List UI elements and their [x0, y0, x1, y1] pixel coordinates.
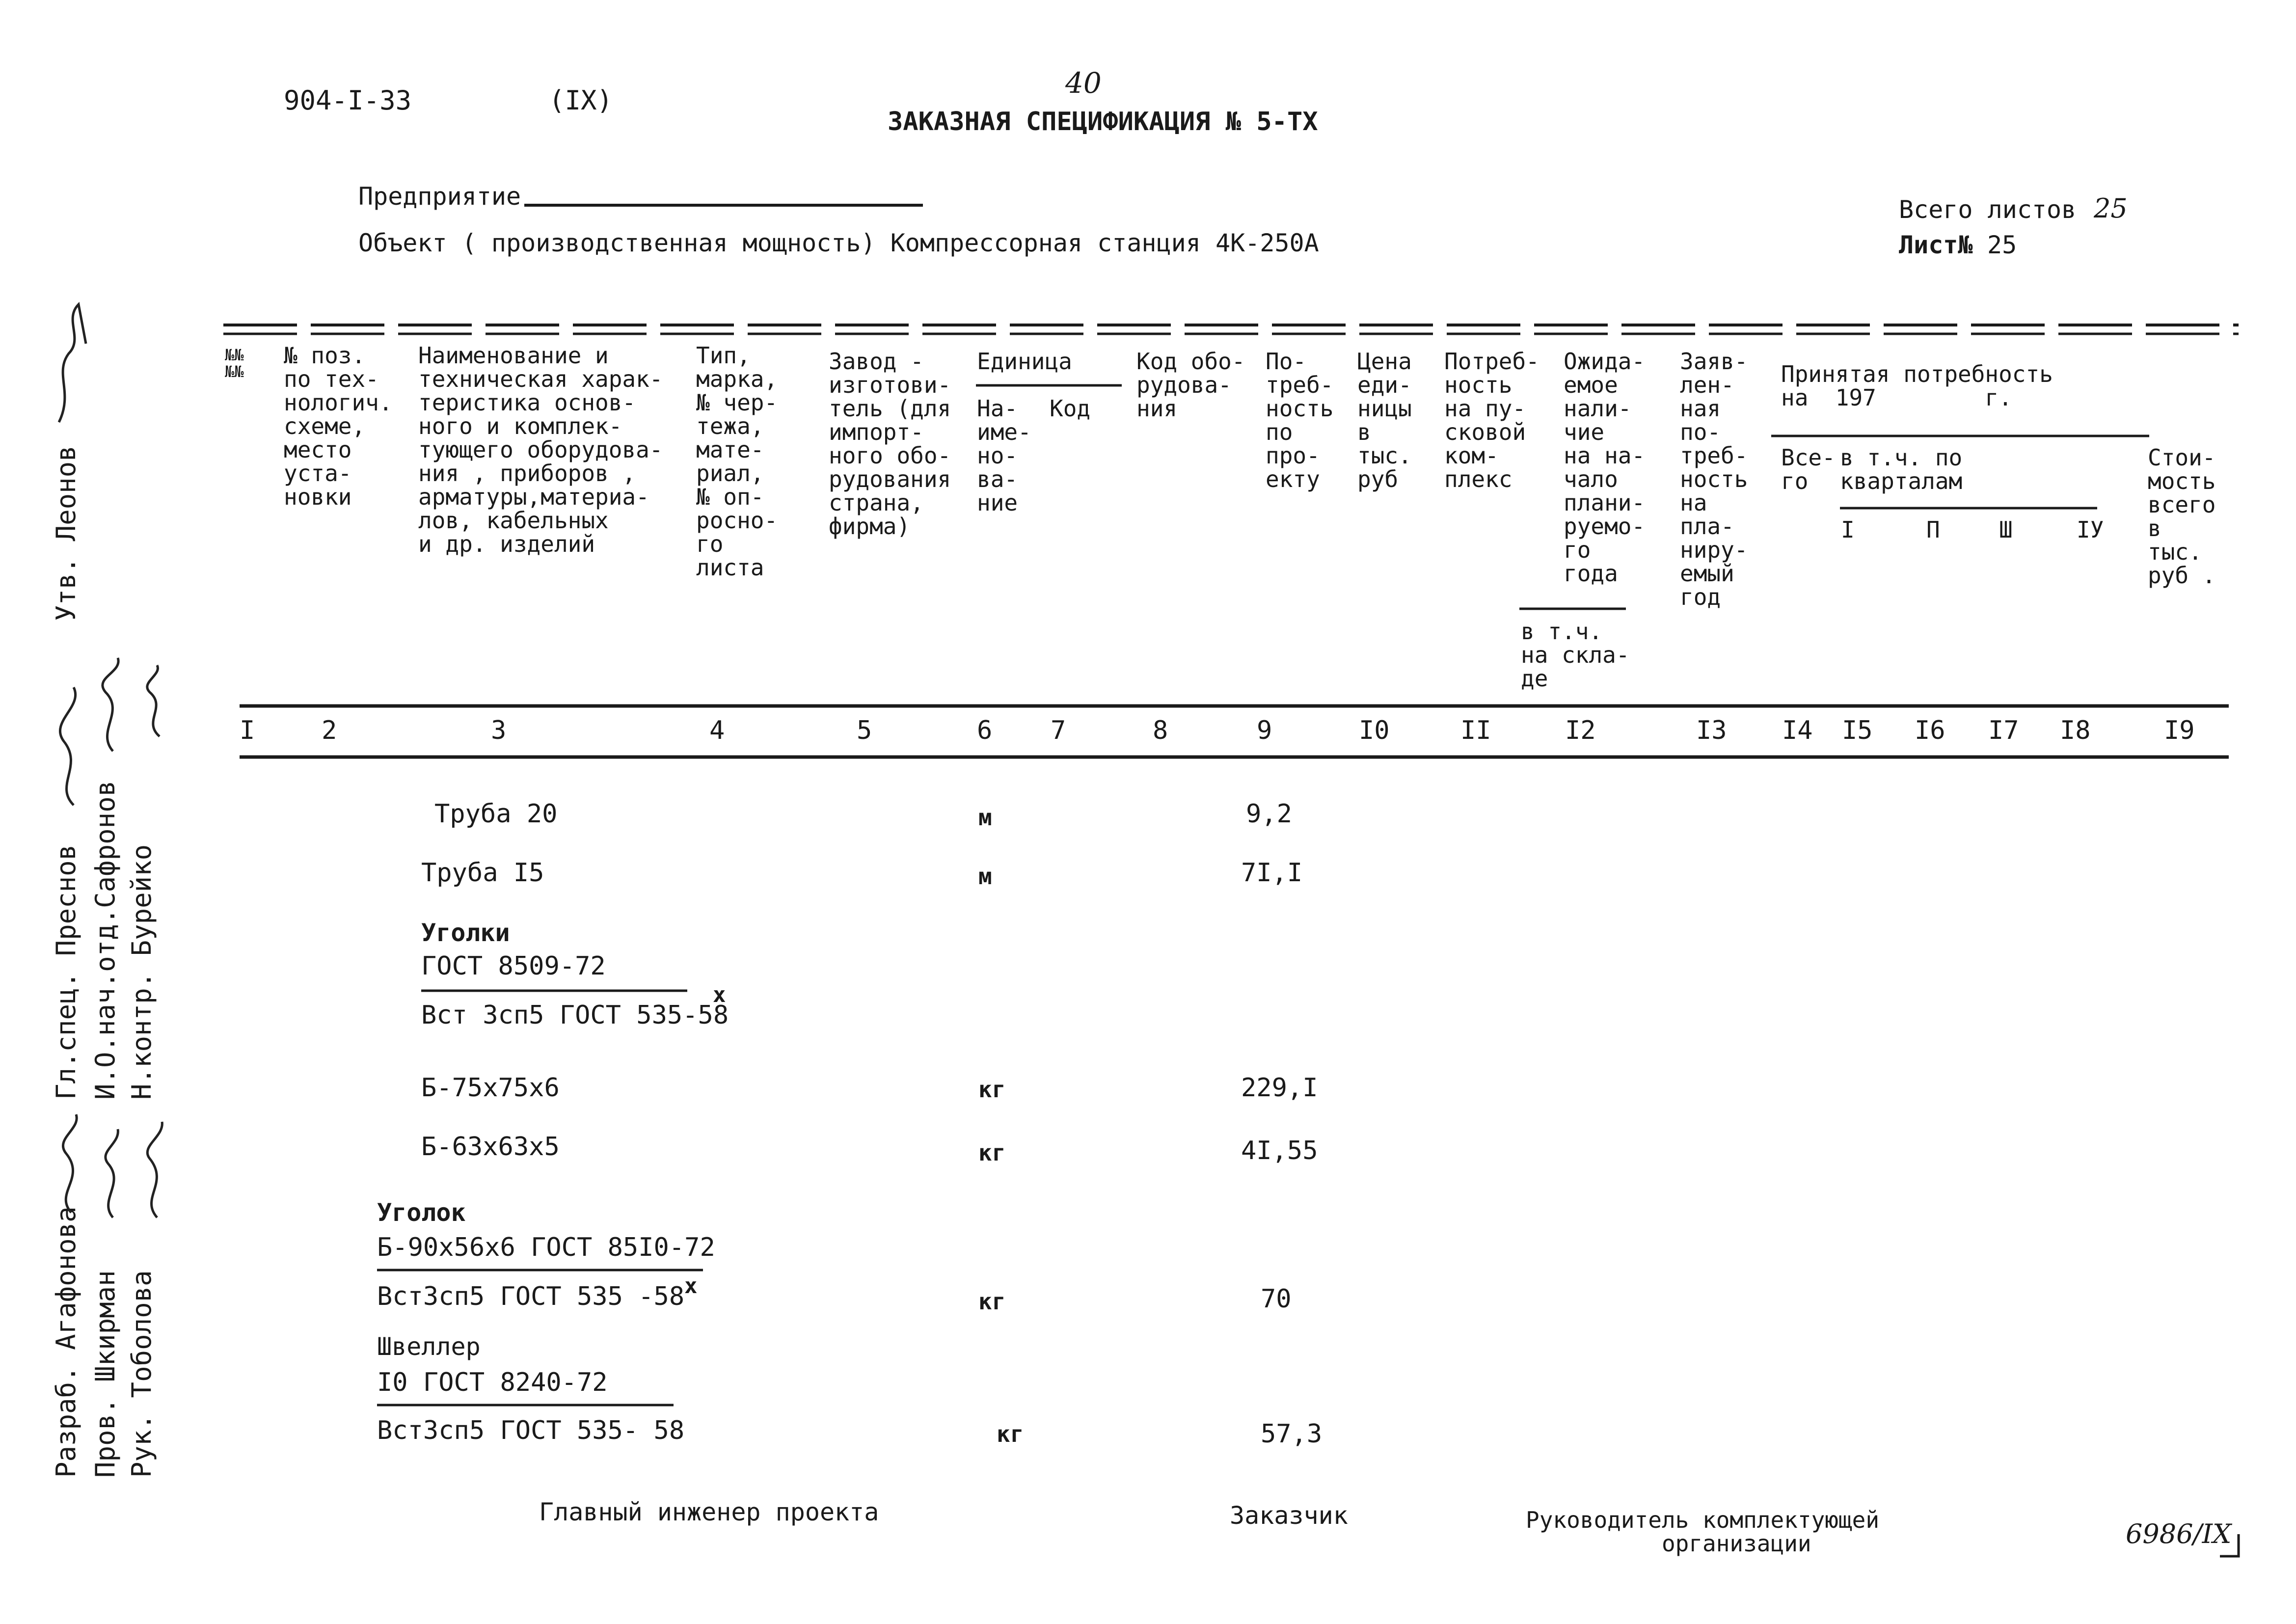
column-number: I7 [1988, 716, 2019, 745]
column-number: I4 [1782, 716, 1813, 745]
column-number: 2 [322, 716, 337, 745]
fraction-mark: х [684, 1273, 698, 1299]
col-13-header: Заяв- лен- ная по- треб- ность на пла- ниру- емый год [1680, 348, 1748, 610]
signature-bureyko [147, 665, 160, 736]
row-quantity: 7I,I [1241, 858, 1303, 888]
document-title: ЗАКАЗНАЯ СПЕЦИФИКАЦИЯ № 5-ТХ [888, 107, 1318, 136]
row-unit: кг [978, 1139, 1006, 1166]
column-number: II [1460, 716, 1491, 745]
signature-presnov [60, 687, 75, 805]
sheet-value: 25 [1987, 231, 2017, 259]
row-unit: кг [978, 1076, 1006, 1103]
chief-specialist: Гл.спец. Преснов [51, 844, 81, 1100]
column-number: 4 [709, 716, 725, 745]
sheet-label: Лист№ [1899, 231, 1973, 259]
col-6-header: На- име- но- ва- ние [977, 395, 1031, 516]
signature-safronov [103, 658, 118, 751]
developed-by: Разраб. Агафонова [51, 1206, 81, 1478]
column-number: 6 [977, 716, 993, 745]
row-name: ВстЗсп5 ГОСТ 535- 58 [377, 1416, 685, 1445]
column-number: 5 [857, 716, 872, 745]
enterprise-label: Предприятие [358, 182, 521, 211]
col-12-header: Ожида- емое нали- чие на на- чало плани- руемо- го года [1564, 348, 1646, 587]
row-name: Б-63х63х5 [421, 1132, 560, 1162]
row-name: Б-75х75х6 [421, 1073, 560, 1103]
col-6-group-header: Единица [977, 348, 1072, 375]
column-number: 3 [491, 716, 507, 745]
row-quantity: 9,2 [1246, 799, 1292, 829]
signature-shkirman [106, 1129, 118, 1218]
column-number: I [240, 716, 255, 745]
column-number: I2 [1565, 716, 1596, 745]
col-12-sub-header: в т.ч. на скла- де [1521, 618, 1630, 692]
signature-agafonova [63, 1114, 77, 1213]
checked-by: Пров. Шкирман [90, 1270, 121, 1478]
row-name: Б-90х56х6 ГОСТ 85I0-72 [377, 1233, 715, 1262]
signature-leonov [59, 304, 86, 422]
row-unit: м [978, 863, 992, 890]
col-14-19-group-header: Принятая потребность на 197 г. [1781, 361, 2053, 411]
row-name: Уголки [421, 919, 510, 947]
col-2-header: № поз. по тех- нологич. схеме, место уста- новки [284, 342, 393, 510]
col-14-header: Все- го [1781, 444, 1836, 494]
column-number: 9 [1257, 716, 1272, 745]
quarter-3-header: Ш [1999, 516, 2013, 543]
col-10-header: Цена еди- ницы в тыс. руб [1357, 348, 1412, 492]
approved-by: Утв. Леонов [51, 445, 81, 621]
column-number: I0 [1359, 716, 1390, 745]
section-number: (IX) [549, 85, 613, 116]
column-number: I5 [1842, 716, 1873, 745]
row-name: Труба I5 [421, 858, 544, 888]
row-quantity: 70 [1261, 1284, 1292, 1314]
col-11-header: Потреб- ность на пу- сковой ком- плекс [1444, 348, 1540, 492]
column-number: I9 [2164, 716, 2195, 745]
acting-head-of-department: И.О.нач.отд.Сафронов [90, 780, 121, 1100]
row-quantity: 57,3 [1261, 1419, 1323, 1449]
fraction-mark: х [713, 982, 726, 1007]
row-name: I0 ГОСТ 8240-72 [377, 1368, 608, 1397]
head-by: Рук. Тоболова [126, 1270, 157, 1478]
row-name: ВстЗсп5 ГОСТ 535 -58 [377, 1282, 685, 1311]
column-number: 7 [1051, 716, 1066, 745]
col-7-header: Код [1050, 395, 1091, 422]
row-name: Вст 3сп5 ГОСТ 535-58 [421, 1001, 729, 1030]
col-8-header: Код обо- рудова- ния [1136, 348, 1245, 422]
object-line: Объект ( производственная мощность) Компрессорная станция 4К-250А [358, 229, 1319, 257]
column-number: I3 [1696, 716, 1727, 745]
row-unit: м [978, 804, 992, 831]
row-unit: кг [997, 1421, 1024, 1447]
col-15-18-group-header: в т.ч. по кварталам [1840, 444, 1963, 494]
customer-label: Заказчик [1230, 1501, 1348, 1530]
col-9-header: По- треб- ность по про- екту [1266, 348, 1334, 492]
total-sheets-value: 25 [2094, 193, 2128, 224]
quarter-1-header: I [1841, 516, 1855, 543]
row-name: Труба 20 [434, 799, 558, 829]
row-unit: кг [978, 1288, 1006, 1315]
col-3-header: Наименование и техническая харак- теристика основ- ного и комплек- тующего оборудова- ния , приборов , арматуры,материа- лов, кабельных и др. изделий [418, 342, 663, 557]
page-number: 40 [1065, 66, 1102, 100]
archive-stamp: 6986/IX [2126, 1518, 2232, 1549]
col-1-header: №№ №№ [225, 346, 244, 381]
row-name: Швеллер [377, 1332, 481, 1361]
quarter-4-header: IУ [2077, 516, 2104, 543]
column-number: 8 [1153, 716, 1168, 745]
row-quantity: 229,I [1241, 1073, 1318, 1103]
row-quantity: 4I,55 [1241, 1136, 1318, 1165]
row-name: ГОСТ 8509-72 [421, 951, 606, 981]
col-5-header: Завод - изготови- тель (для импорт- ного обо- рудования страна, фирма) [829, 348, 951, 540]
norm-controller: Н.контр. Бурейко [126, 844, 157, 1100]
supplier-head-label: Руководитель комплектующей организации [1526, 1507, 1880, 1557]
col-4-header: Тип, марка, № чер- тежа, мате- риал, № оп- росно- го листа [696, 342, 778, 581]
quarter-2-header: П [1926, 516, 1940, 543]
signature-tobolova [147, 1122, 162, 1218]
total-sheets-label: Всего листов [1899, 195, 2077, 224]
row-name: Уголок [377, 1198, 466, 1227]
document-code: 904-I-33 [284, 85, 412, 116]
column-number: I6 [1915, 716, 1945, 745]
column-number: I8 [2060, 716, 2091, 745]
chief-engineer-label: Главный инженер проекта [539, 1498, 879, 1526]
col-19-header: Стои- мость всего в тыс. руб . [2148, 444, 2216, 589]
